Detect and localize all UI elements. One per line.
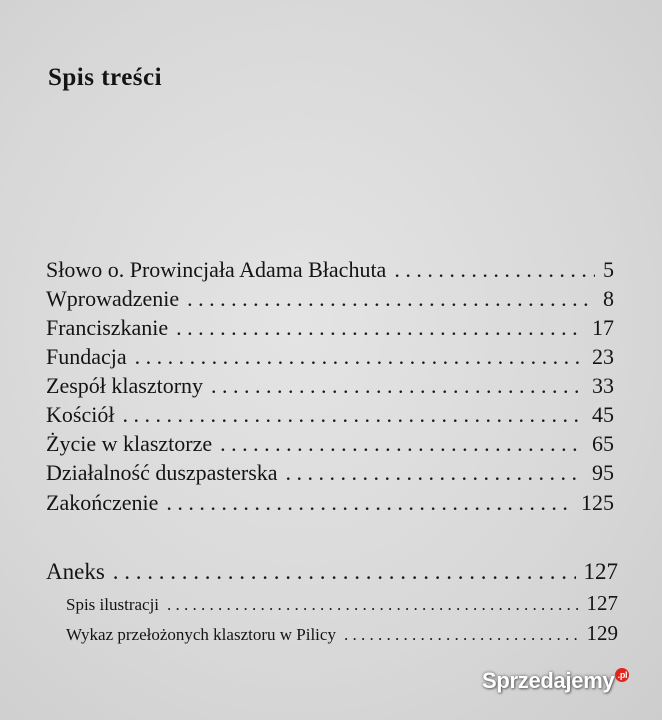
toc-entry-page: 5	[603, 257, 614, 282]
toc-entry	[46, 315, 614, 341]
leader-dots	[220, 431, 584, 457]
toc-subentry-label: Wykaz przełożonych klasztoru w Pilicy	[66, 625, 336, 644]
toc-entry-page: 95	[592, 460, 614, 485]
leader-dots	[344, 625, 579, 645]
toc-entry	[46, 402, 614, 428]
toc-entry	[46, 490, 614, 516]
toc-subentry	[66, 591, 618, 616]
toc-subentry-label: Spis ilustracji	[66, 595, 160, 614]
leader-dots	[122, 402, 584, 428]
toc-entry-label: Franciszkanie	[46, 315, 169, 340]
toc-subentry-page: 127	[586, 591, 618, 615]
toc-annex-entry	[46, 559, 618, 585]
toc-entry-page: 23	[592, 344, 614, 369]
toc-entry-label: Zespół klasztorny	[46, 373, 204, 398]
toc-entry-page: 65	[592, 431, 614, 456]
toc-entry	[46, 257, 614, 283]
toc-annex-page: 127	[583, 559, 618, 584]
toc-annex-label: Aneks	[46, 559, 105, 584]
leader-dots	[167, 595, 578, 615]
toc-entry-label: Słowo o. Prowincjała Adama Błachuta	[46, 257, 387, 282]
leader-dots	[113, 559, 576, 585]
toc-entry-label: Kościół	[46, 402, 115, 427]
toc-entry-page: 33	[592, 373, 614, 398]
toc-entry-label: Działalność duszpasterska	[46, 460, 278, 485]
leader-dots	[166, 490, 573, 516]
leader-dots	[286, 460, 584, 486]
toc-entry-page: 8	[603, 286, 614, 311]
watermark-logo	[482, 668, 629, 694]
toc-entry-label: Zakończenie	[46, 490, 159, 515]
toc-subentry	[66, 621, 618, 646]
page-title: Spis treści	[48, 64, 163, 91]
watermark-badge: .pl	[615, 668, 629, 682]
leader-dots	[394, 257, 595, 283]
toc-entry	[46, 373, 614, 399]
leader-dots	[211, 373, 584, 399]
toc-subentry-page: 129	[586, 621, 618, 645]
toc-entry	[46, 286, 614, 312]
toc-entry-label: Życie w klasztorze	[46, 431, 213, 456]
leader-dots	[187, 286, 595, 312]
toc-entry-label: Fundacja	[46, 344, 127, 369]
toc-entry-label: Wprowadzenie	[46, 286, 180, 311]
toc-entry-page: 125	[581, 490, 614, 515]
toc-entry	[46, 431, 614, 457]
toc-entry-page: 17	[592, 315, 614, 340]
toc-entry	[46, 460, 614, 486]
toc-entry-page: 45	[592, 402, 614, 427]
watermark-text: Sprzedajemy	[482, 668, 615, 693]
toc-entry	[46, 344, 614, 370]
leader-dots	[176, 315, 584, 341]
leader-dots	[135, 344, 584, 370]
